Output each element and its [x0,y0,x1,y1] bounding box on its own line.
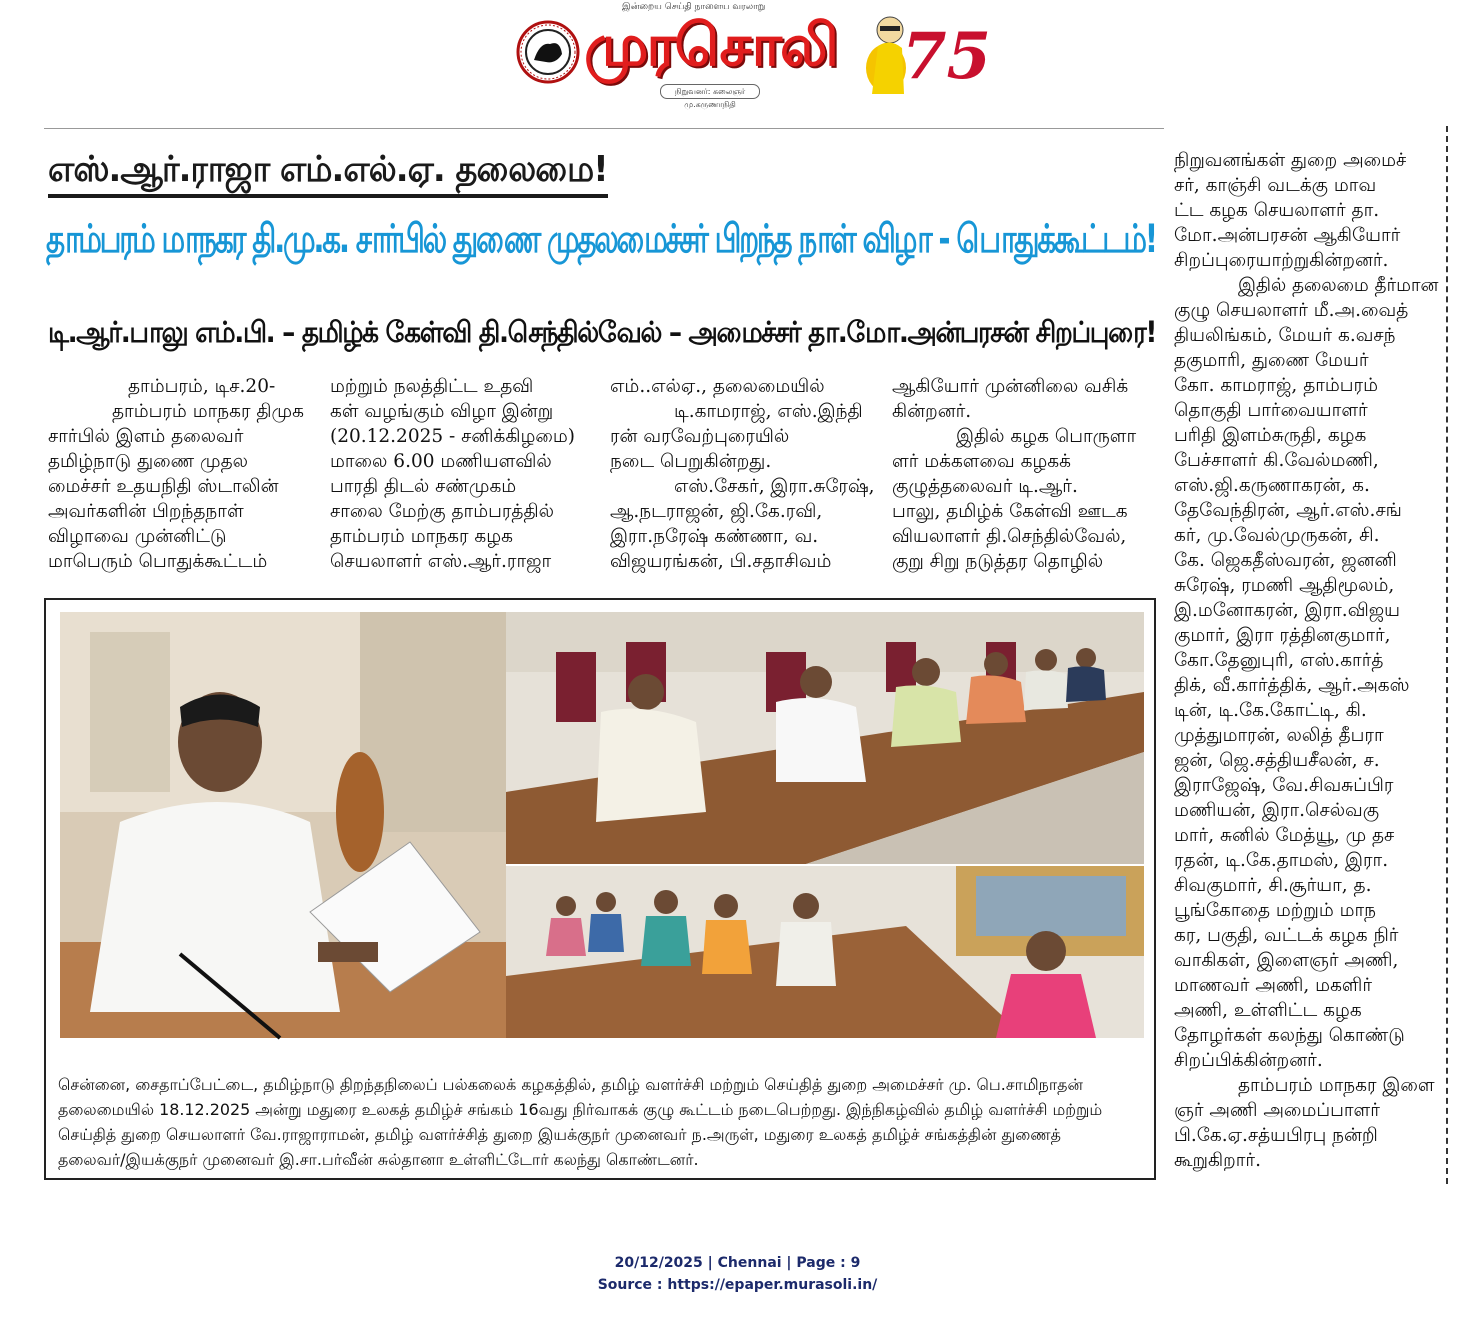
article-headline: தாம்பரம் மாநகர தி.மு.க. சார்பில் துணை முதலமைச்சர் பிறந்த நாள் விழா - பொதுக்கூட்டம்! [46,217,1156,262]
article-text-line: மாபெரும் பொதுக்கூட்டம் [48,551,268,572]
article-text-line: சாலை மேற்கு தாம்பரத்தில் [330,501,554,522]
article-kicker: எஸ்.ஆர்.ராஜா எம்.எல்.ஏ. தலைமை! [48,148,608,198]
top-divider [44,128,1164,129]
article-text-line: சார்பில் இளம் தலைவர் [48,426,244,447]
article-text-line: சிறப்பிக்கின்றனர். [1174,1050,1323,1071]
masthead-tagline: இன்றைய செய்தி நாளைய வரலாறு [622,2,766,12]
article-text-line: ஆ.நடராஜன், ஜி.கே.ரவி, [610,501,823,522]
caption-line: தலைவர்/இயக்குநர் முனைவர் இ.சா.பர்வீன் சுல்தானா உள்ளிட்டோர் கலந்து கொண்டனர். [58,1150,699,1169]
article-text-line: குமார், இரா ரத்தினகுமார், [1174,625,1391,646]
article-column-5 [1174,148,1438,1173]
article-text-line: வியலாளர் தி.செந்தில்வேல், [892,526,1127,547]
murasu-drum-emblem-icon [516,20,580,84]
article-text-line: இதில் தலைமை தீர்மான [1238,275,1439,296]
article-text-line: சுரேஷ், ரமணி ஆதிமூலம், [1174,575,1395,596]
article-text-line: தாம்பரம் மாநகர திமுக [112,401,304,422]
svg-text:75: 75 [902,19,992,94]
article-text-line: நிறுவனங்கள் துறை அமைச் [1174,150,1407,171]
article-text-line: தியலிங்கம், மேயர் க.வசந் [1174,325,1396,346]
caption-line: செய்தித் துறை செயலாளர் வே.ராஜாராமன், தமிழ் வளர்ச்சித் துறை இயக்குநர் முனைவர் ந.அருள், மதுரை உலகத் தமிழ்ச் சங்கத்தின் துணைத் [58,1125,1061,1144]
article-text-line: தோழர்கள் கலந்து கொண்டு [1174,1025,1405,1046]
article-text-line: மாணவர் அணி, மகளிர் [1174,975,1373,996]
article-text-line: திக், வீ.கார்த்திக், ஆர்.அகஸ் [1174,675,1410,696]
article-text-line: டின், டி.கே.கோட்டி, கி. [1174,700,1367,721]
article-text-line: கோ. காமராஜ், தாம்பரம் [1174,375,1379,396]
article-text-line: தாம்பரம் மாநகர கழக [330,526,513,547]
article-column-4 [892,374,1156,574]
article-text-line: அவர்களின் பிறந்தநாள் [48,501,244,522]
article-text-line: மோ.அன்பரசன் ஆகியோர் [1174,225,1401,246]
caption-line: சென்னை, சைதாப்பேட்டை, தமிழ்நாடு திறந்தநிலைப் பல்கலைக் கழகத்தில், தமிழ் வளர்ச்சி மற்றும் செய்தித் துறை அமைச்சர் மு. பெ.சாமிநாதன் [58,1075,1083,1094]
column-divider-dashed [1446,126,1448,1184]
article-text-line: கே. ஜெகதீஸ்வரன், ஜனனி [1174,550,1397,571]
photo-meeting-table-top [506,612,1144,864]
article-text-line: தேவேந்திரன், ஆர்.எஸ்.சங் [1174,500,1402,521]
article-text-line: மைச்சர் உதயநிதி ஸ்டாலின் [48,476,279,497]
article-text-line: நடை பெறுகின்றது. [610,451,772,472]
article-text-line: கோ.தேனுபுரி, எஸ்.கார்த் [1174,650,1384,671]
article-text-line: தாம்பரம் மாநகர இளை [1238,1075,1435,1096]
article-text-line: (20.12.2025 - சனிக்கிழமை) [330,426,576,447]
article-text-line: எஸ்.சேகர், இரா.சுரேஷ், [674,476,875,497]
article-text-line: கர, பகுதி, வட்டக் கழக நிர் [1174,925,1399,946]
page-footer-source: Source : https://epaper.murasoli.in/ [597,1277,878,1293]
article-text-line: ளர் மக்களவை கழகக் [892,451,1071,472]
article-text-line: முத்துமாரன், லலித் தீபரா [1174,725,1384,746]
article-text-line: கர், மு.வேல்முருகன், சி. [1174,525,1380,546]
masthead-title: முரசொலி [584,11,837,79]
page-footer-dateline: 20/12/2025 | Chennai | Page : 9 [614,1255,861,1271]
article-text-line: குறு சிறு நடுத்தர தொழில் [892,551,1104,572]
article-text-line: மார், சுனில் மேத்யூ, மு தச [1174,825,1395,846]
article-text-line: தகுமாரி, துணை மேயர் [1174,350,1369,371]
article-column-3 [610,374,874,574]
photo-meeting-table-bottom [506,866,1144,1038]
article-text-line: மாலை 6.00 மணியளவில் [330,451,552,472]
photo-minister-reading [60,612,506,1038]
article-text-line: செயலாளர் எஸ்.ஆர்.ராஜா [330,551,552,572]
article-text-line: விஜயரங்கன், பி.சதாசிவம் [610,551,832,572]
article-text-line: கின்றனர். [892,401,972,422]
anniversary-75-logo [864,8,992,98]
article-text-line: பி.கே.ஏ.சத்யபிரபு நன்றி [1174,1125,1378,1146]
article-text-line: தமிழ்நாடு துணை முதல [48,451,248,472]
article-text-line: இரா.நரேஷ் கண்ணா, வ. [610,526,819,547]
article-text-line: சிறப்புரையாற்றுகின்றனர். [1174,250,1389,271]
article-text-line: மற்றும் நலத்திட்ட உதவி [330,376,534,397]
article-text-line: கூறுகிறார். [1174,1150,1261,1171]
article-text-line: பூங்கோதை மற்றும் மாந [1174,900,1377,921]
article-text-line: மணியன், இரா.செல்வகு [1174,800,1380,821]
masthead-founder: நிறுவனர்: கலைஞர் மு.கருணாநிதி [660,84,760,99]
article-text-line: பரிதி இளம்சுருதி, கழக [1174,425,1367,446]
article-text-line: ஞர் அணி அமைப்பாளர் [1174,1100,1380,1121]
article-column-1 [48,374,310,574]
article-subhead: டி.ஆர்.பாலு எம்.பி. – தமிழ்க் கேள்வி தி.செந்தில்வேல் – அமைச்சர் தா.மோ.அன்பரசன் சிறப்புரை! [48,315,1157,349]
article-text-line: அணி, உள்ளிட்ட கழக [1174,1000,1362,1021]
article-text-line: டி.காமராஜ், எஸ்.இந்தி [674,401,863,422]
article-text-line: எஸ்.ஜி.கருணாகரன், க. [1174,475,1370,496]
article-text-line: சர், காஞ்சி வடக்கு மாவ [1174,175,1377,196]
article-text-line: ரதன், டி.கே.தாமஸ், இரா. [1174,850,1389,871]
article-text-line: பாலு, தமிழ்க் கேள்வி ஊடக [892,501,1128,522]
article-text-line: பேச்சாளர் கி.வேல்மணி, [1174,450,1379,471]
article-text-line: குழுத்தலைவர் டி.ஆர். [892,476,1078,497]
article-text-line: இதில் கழக பொருளா [956,426,1137,447]
article-text-line: கள் வழங்கும் விழா இன்று [330,401,554,422]
article-text-line: குழு செயலாளர் மீ.அ.வைத் [1174,300,1409,321]
article-text-line: இராஜேஷ், வே.சிவசுப்பிர [1174,775,1394,796]
article-text-line: பாரதி திடல் சண்முகம் [330,476,517,497]
photo-panel [44,598,1156,1180]
article-text-line: சிவகுமார், சி.சூர்யா, த. [1174,875,1372,896]
masthead [512,0,992,109]
article-text-line: வாகிகள், இளைஞர் அணி, [1174,950,1399,971]
article-text-line: எம்..எல்ஏ., தலைமையில் [610,376,825,397]
caption-line: தலைமையில் 18.12.2025 அன்று மதுரை உலகத் தமிழ்ச் சங்கம் 16வது நிர்வாகக் குழு கூட்டம் நடைபெற்றது. இந்நிகழ்வில் தமிழ் வளர்ச்சி மற்றும் [58,1100,1103,1119]
article-text-line: ஆகியோர் முன்னிலை வசிக் [892,376,1129,397]
article-text-line: ட்ட கழக செயலாளர் தா. [1174,200,1380,221]
article-text-line: ஜன், ஜெ.சத்தியசீலன், ச. [1174,750,1380,771]
article-text-line: இ.மனோகரன், இரா.விஜய [1174,600,1401,621]
article-text-line: தாம்பரம், டிச.20- [128,376,276,397]
photo-caption [58,1072,1148,1172]
article-text-line: ரன் வரவேற்புரையில் [610,426,790,447]
article-text-line: தொகுதி பார்வையாளர் [1174,400,1368,421]
article-column-2 [330,374,592,574]
article-text-line: விழாவை முன்னிட்டு [48,526,227,547]
